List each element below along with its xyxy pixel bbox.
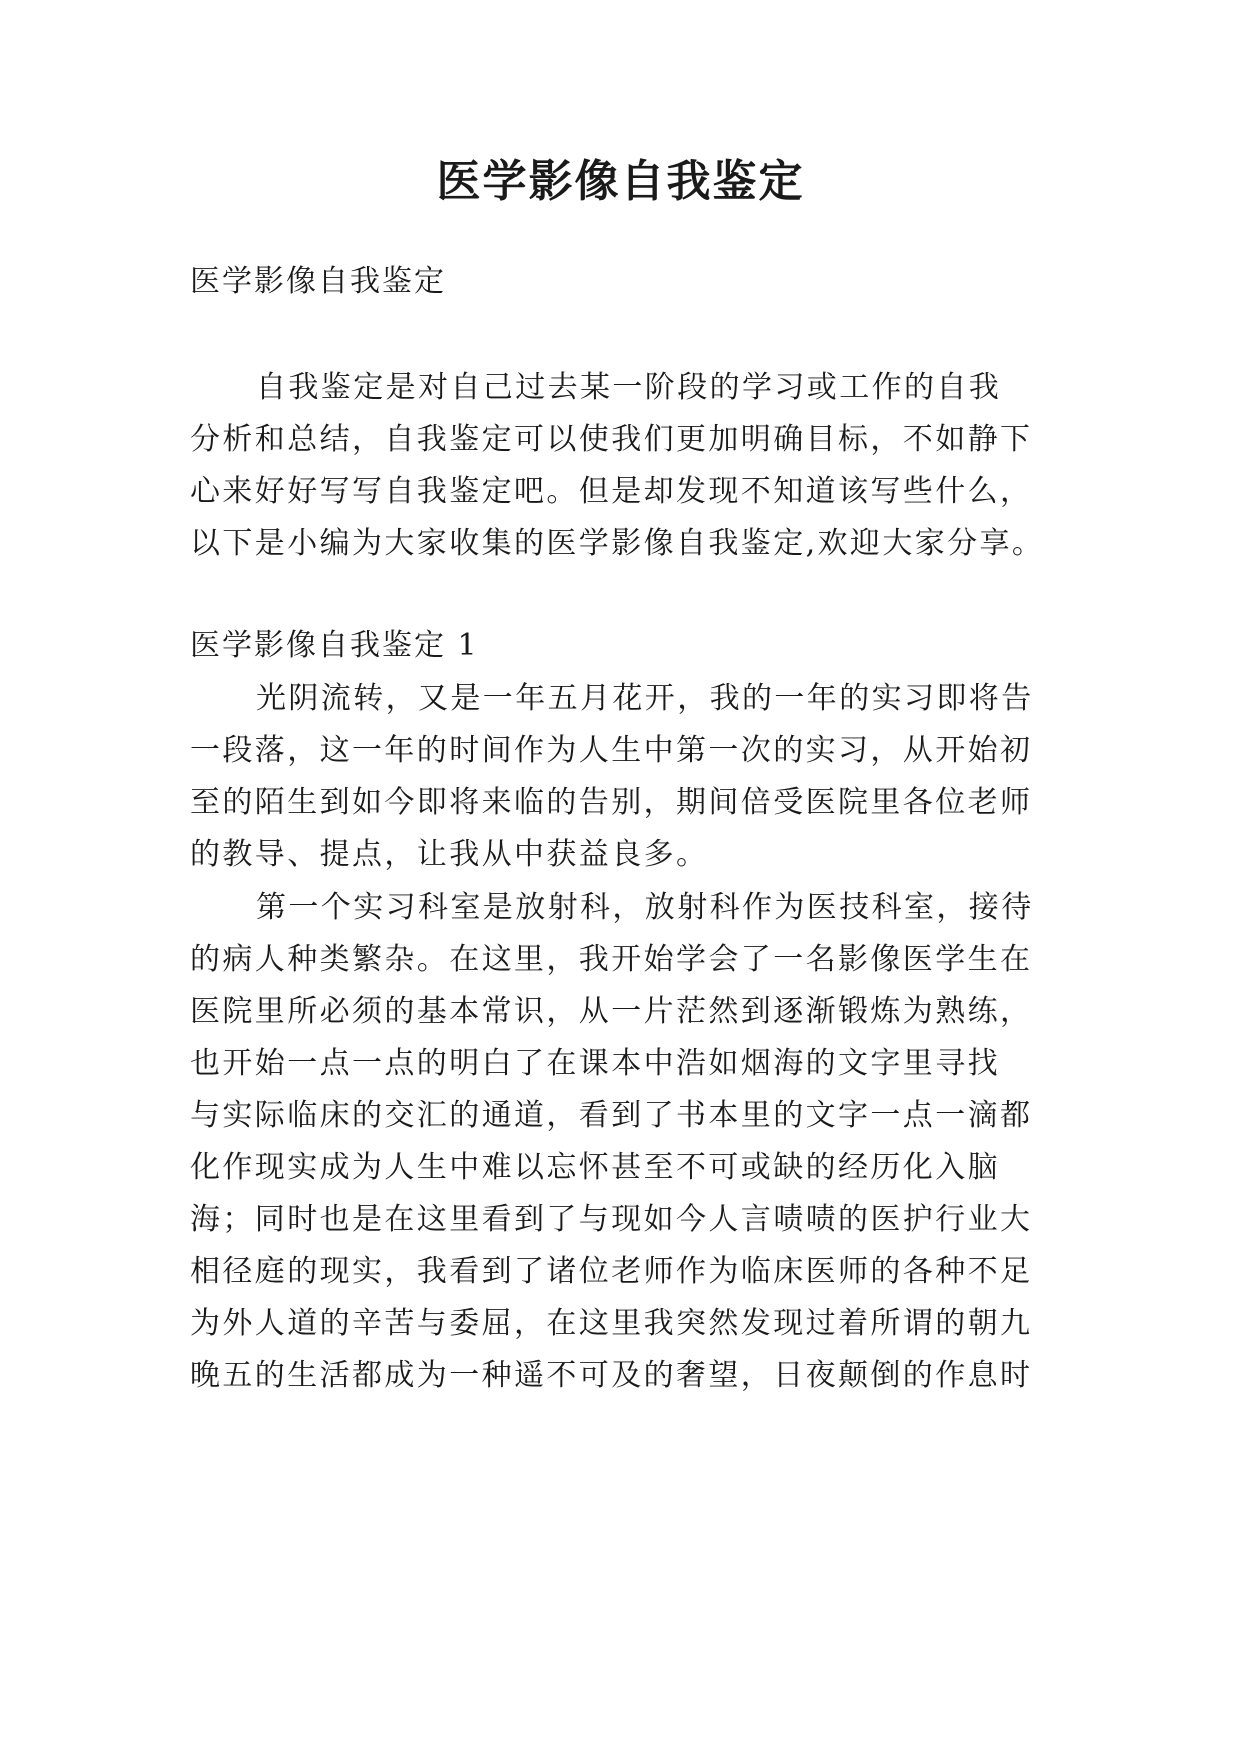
- intro-line: 心来好好写写自我鉴定吧。但是却发现不知道该写些什么，: [190, 474, 1033, 509]
- document-subtitle: 医学影像自我鉴定: [190, 264, 446, 299]
- intro-line: 以下是小编为大家收集的医学影像自我鉴定,欢迎大家分享。: [190, 526, 1045, 561]
- paragraph-line: 光阴流转，又是一年五月花开，我的一年的实习即将告: [256, 681, 1034, 716]
- section-heading: 医学影像自我鉴定 1: [190, 628, 479, 663]
- paragraph-line: 相径庭的现实，我看到了诸位老师作为临床医师的各种不足: [190, 1254, 1033, 1289]
- paragraph-line: 化作现实成为人生中难以忘怀甚至不可或缺的经历化入脑: [190, 1150, 1000, 1185]
- paragraph-line: 海；同时也是在这里看到了与现如今人言啧啧的医护行业大: [190, 1202, 1033, 1237]
- paragraph-line: 与实际临床的交汇的通道，看到了书本里的文字一点一滴都: [190, 1098, 1033, 1133]
- paragraph-line: 医院里所必须的基本常识，从一片茫然到逐渐锻炼为熟练，: [190, 994, 1033, 1029]
- paragraph-line: 第一个实习科室是放射科，放射科作为医技科室，接待: [256, 890, 1034, 925]
- paragraph-line: 晚五的生活都成为一种遥不可及的奢望，日夜颠倒的作息时: [190, 1358, 1033, 1393]
- paragraph-line: 一段落，这一年的时间作为人生中第一次的实习，从开始初: [190, 733, 1033, 768]
- document-title: 医学影像自我鉴定: [436, 156, 805, 207]
- paragraph-line: 至的陌生到如今即将来临的告别，期间倍受医院里各位老师: [190, 785, 1033, 820]
- paragraph-line: 的病人种类繁杂。在这里，我开始学会了一名影像医学生在: [190, 942, 1033, 977]
- intro-line: 分析和总结，自我鉴定可以使我们更加明确目标，不如静下: [190, 422, 1033, 457]
- intro-line: 自我鉴定是对自己过去某一阶段的学习或工作的自我: [256, 370, 1002, 405]
- paragraph-line: 的教导、提点，让我从中获益良多。: [190, 837, 709, 872]
- paragraph-line: 为外人道的辛苦与委屈，在这里我突然发现过着所谓的朝九: [190, 1306, 1033, 1341]
- paragraph-line: 也开始一点一点的明白了在课本中浩如烟海的文字里寻找: [190, 1046, 1000, 1081]
